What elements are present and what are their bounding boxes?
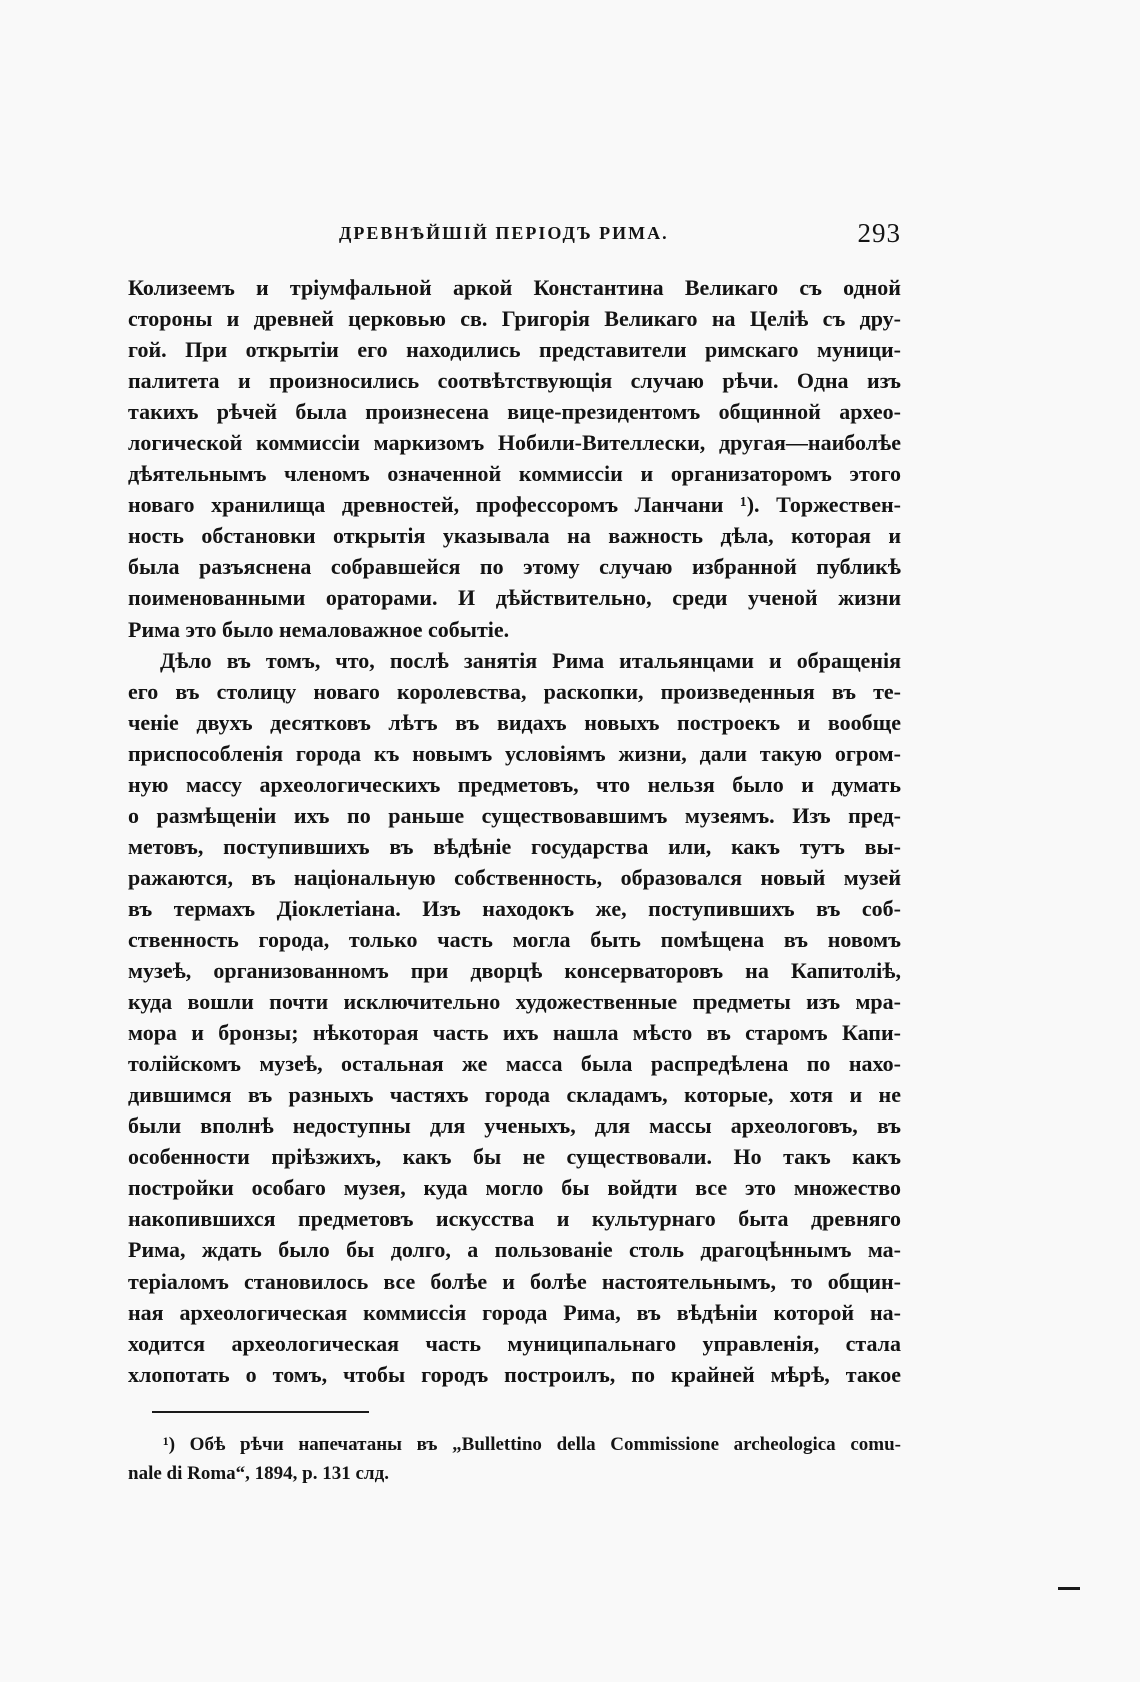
body-text	[128, 272, 901, 1390]
text-line: Рима это было немаловажное событіе.	[128, 616, 510, 642]
text-line: ная археологическая коммиссія города Рима, въ вѣдѣніи которой на-	[128, 1299, 901, 1325]
text-line: ченіе двухъ десятковъ лѣтъ въ видахъ новыхъ построекъ и вообще	[128, 709, 901, 735]
text-line: постройки особаго музея, куда могло бы войдти все это множество	[128, 1175, 901, 1201]
text-line: толійскомъ музеѣ, остальная же масса была распредѣлена по нахо-	[128, 1051, 901, 1077]
footnote-line: nale di Roma“, 1894, p. 131 слд.	[128, 1463, 389, 1484]
text-line: дившимся въ разныхъ частяхъ города складамъ, которые, хотя и не	[128, 1082, 901, 1108]
page-number: 293	[857, 218, 901, 248]
text-line: хлопотать о томъ, чтобы городъ построилъ, по крайней мѣрѣ, такое	[128, 1361, 901, 1387]
text-line: приспособленія города къ новымъ условіямъ жизни, дали такую огром-	[128, 740, 901, 766]
text-line: ную массу археологическихъ предметовъ, что нельзя было и думать	[128, 771, 901, 797]
text-line: были вполнѣ недоступны для ученыхъ, для массы археологовъ, въ	[128, 1113, 901, 1139]
text-line: куда вошли почти исключительно художественные предметы изъ мра-	[128, 989, 901, 1015]
text-line: ражаются, въ національную собственность, образовался новый музей	[128, 864, 901, 890]
text-line: теріаломъ становилось все болѣе и болѣе настоятельнымъ, то общин-	[128, 1268, 901, 1294]
text-line: ственность города, только часть могла быть помѣщена въ новомъ	[128, 926, 901, 952]
footnote	[128, 1430, 901, 1488]
scan-mark	[1058, 1587, 1080, 1590]
text-line: палитета и произносились соотвѣтствующія случаю рѣчи. Одна изъ	[128, 368, 901, 394]
text-line: его въ столицу новаго королевства, раскопки, произведенныя въ те-	[128, 678, 901, 704]
text-line: ность обстановки открытія указывала на важность дѣла, которая и	[128, 523, 901, 549]
text-line: поименованными ораторами. И дѣйствительно, среди ученой жизни	[128, 585, 901, 611]
text-line: была разъяснена собравшейся по этому случаю избранной публикѣ	[128, 554, 901, 580]
text-line: особенности пріѣзжихъ, какъ бы не существовали. Но такъ какъ	[128, 1144, 901, 1170]
footnote-rule	[152, 1411, 369, 1413]
footnote-line: ¹) Обѣ рѣчи напечатаны въ „Bullettino della Commissione archeologica comu-	[163, 1434, 901, 1455]
text-line: дѣятельнымъ членомъ означенной коммиссіи и организаторомъ этого	[128, 461, 901, 487]
running-title: ДРЕВНѢЙШІЙ ПЕРІОДЪ РИМА.	[339, 223, 669, 243]
text-line: новаго хранилища древностей, профессоромъ Ланчани ¹). Торжествен-	[128, 492, 901, 518]
text-line: мора и бронзы; нѣкоторая часть ихъ нашла мѣсто въ старомъ Капи-	[128, 1020, 901, 1046]
text-line: такихъ рѣчей была произнесена вице-президентомъ общинной архео-	[128, 399, 901, 425]
text-line: логической коммиссіи маркизомъ Нобили-Вителлески, другая—наиболѣе	[128, 430, 901, 456]
paragraph	[128, 645, 901, 1390]
text-line: гой. При открытіи его находились представители римскаго муници-	[128, 337, 901, 363]
paragraph	[128, 272, 901, 645]
text-line: Колизеемъ и тріумфальной аркой Константина Великаго съ одной	[128, 275, 901, 300]
text-line: Дѣло въ томъ, что, послѣ занятія Рима итальянцами и обращенія	[160, 647, 901, 673]
text-line: ходится археологическая часть муниципальнаго управленія, стала	[128, 1330, 901, 1356]
text-line: стороны и древней церковью св. Григорія Великаго на Целіѣ съ дру-	[128, 306, 901, 332]
text-line: метовъ, поступившихъ въ вѣдѣніе государства или, какъ тутъ вы-	[128, 833, 901, 859]
text-line: въ термахъ Діоклетіана. Изъ находокъ же, поступившихъ въ соб-	[128, 895, 901, 921]
text-line: Рима, ждать было бы долго, а пользованіе столь драгоцѣннымъ ма-	[128, 1237, 901, 1263]
text-line: музеѣ, организованномъ при дворцѣ консерваторовъ на Капитоліѣ,	[128, 958, 901, 984]
text-line: накопившихся предметовъ искусства и культурнаго быта древняго	[128, 1206, 901, 1232]
text-line: о размѣщеніи ихъ по раньше существовавшимъ музеямъ. Изъ пред-	[128, 802, 901, 828]
